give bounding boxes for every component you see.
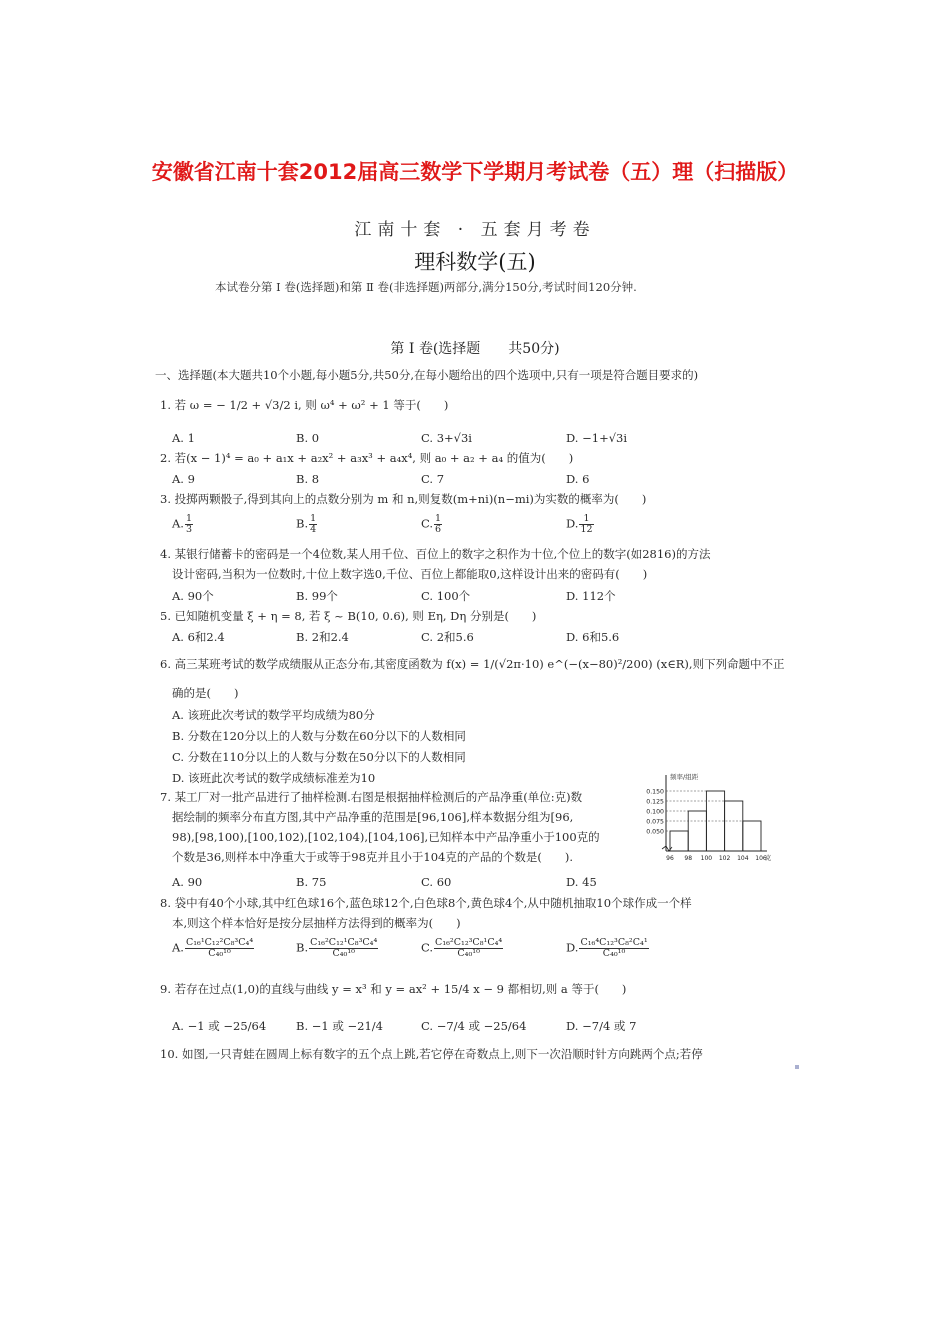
series-title: 江南十套 · 五套月考卷 [354, 220, 596, 240]
x-tick-label: 100 [700, 855, 713, 862]
q6-stem-line1: 6. 高三某班考试的数学成绩服从正态分布,其密度函数为 f(x) = 1/(√2π·10) e^(−(x−80)²/200) (x∈R),则下列命题中不正 [160, 657, 785, 671]
q7-stem-line4: 个数是36,则样本中净重大于或等于98克并且小于104克的产品的个数是( ). [172, 850, 573, 864]
q6-option-d: D. 该班此次考试的数学成绩标准差为10 [172, 771, 376, 785]
histogram-bar [725, 801, 743, 851]
q6-stem-line2: 确的是( ) [172, 686, 239, 700]
q1-option-d: D. −1+√3i [566, 431, 628, 445]
frequency-histogram [630, 773, 770, 865]
q3-option-a: A. $\frac{1}{3}$ [172, 513, 193, 535]
q4-stem-line2: 设计密码,当积为一位数时,十位上数字选0,千位、百位上都能取0,这样设计出来的密码有( ) [172, 567, 648, 581]
histogram-bar [670, 831, 688, 851]
y-axis-label: 频率/组距 [670, 773, 699, 781]
q2-stem: 2. 若(x − 1)⁴ = a₀ + a₁x + a₂x² + a₃x³ + a₄x⁴, 则 a₀ + a₂ + a₄ 的值为( ) [160, 451, 574, 465]
y-tick-label: 0.100 [646, 808, 664, 816]
q9-option-d: D. −7/4 或 7 [566, 1019, 637, 1033]
q8-option-d: D. $\frac{\text{C₁₆⁴C₁₂³C₈²C₄¹}}{\text{C₄₀¹⁰}}$ [566, 937, 648, 959]
q3-option-b: B. $\frac{1}{4}$ [296, 513, 317, 535]
section-heading: 一、选择题(本大题共10个小题,每小题5分,共50分,在每小题给出的四个选项中,只有一项是符合题目要求的) [155, 368, 699, 382]
subject-title: 理科数学(五) [414, 250, 536, 274]
y-tick-label: 0.050 [646, 828, 664, 836]
axis-break [662, 846, 672, 851]
q7-stem-line1: 7. 某工厂对一批产品进行了抽样检测.右图是根据抽样检测后的产品净重(单位:克)数 [160, 790, 583, 804]
q9-stem: 9. 若存在过点(1,0)的直线与曲线 y = x³ 和 y = ax² + 15/4 x − 9 都相切,则 a 等于( ) [160, 982, 627, 996]
y-tick-label: 0.150 [646, 788, 664, 796]
q5-option-c: C. 2和5.6 [421, 630, 474, 644]
q7-stem-line2: 据绘制的频率分布直方图,其中产品净重的范围是[96,106],样本数据分组为[96, [172, 810, 574, 824]
histogram-bar [743, 821, 761, 851]
q4-option-b: B. 99个 [296, 589, 338, 603]
document-title: 安徽省江南十套2012届高三数学下学期月考试卷（五）理（扫描版） [151, 160, 799, 184]
q7-option-c: C. 60 [421, 875, 452, 889]
x-tick-label: 102 [718, 855, 731, 862]
q2-option-d: D. 6 [566, 472, 590, 486]
q6-option-b: B. 分数在120分以上的人数与分数在60分以下的人数相同 [172, 729, 466, 743]
q5-option-d: D. 6和5.6 [566, 630, 620, 644]
x-tick-label: 98 [684, 855, 693, 862]
exam-intro: 本试卷分第 Ⅰ 卷(选择题)和第 Ⅱ 卷(非选择题)两部分,满分150分,考试时间120分钟. [215, 280, 637, 294]
q9-option-c: C. −7/4 或 −25/64 [421, 1019, 527, 1033]
q2-option-c: C. 7 [421, 472, 445, 486]
q4-option-c: C. 100个 [421, 589, 471, 603]
q9-option-b: B. −1 或 −21/4 [296, 1019, 383, 1033]
q7-option-d: D. 45 [566, 875, 597, 889]
x-tick-label: 96 [666, 855, 674, 862]
q4-stem-line1: 4. 某银行储蓄卡的密码是一个4位数,某人用千位、百位上的数字之积作为十位,个位上的数字(如2816)的方法 [160, 547, 711, 561]
q10-stem-line1: 10. 如图,一只青蛙在圆周上标有数字的五个点上跳,若它停在奇数点上,则下一次沿顺时针方向跳两个点;若停 [160, 1047, 703, 1061]
scan-artifact [795, 1065, 799, 1069]
q8-option-a: A. $\frac{\text{C₁₆¹C₁₂²C₈³C₄⁴}}{\text{C₄₀¹⁰}}$ [172, 937, 254, 959]
q8-stem-line1: 8. 袋中有40个小球,其中红色球16个,蓝色球12个,白色球8个,黄色球4个,从中随机抽取10个球作成一个样 [160, 896, 692, 910]
q2-option-a: A. 9 [172, 472, 195, 486]
q4-option-d: D. 112个 [566, 589, 616, 603]
q7-option-b: B. 75 [296, 875, 327, 889]
q1-option-c: C. 3+√3i [421, 431, 472, 445]
q3-option-d: D. $\frac{1}{12}$ [566, 513, 593, 535]
q6-option-a: A. 该班此次考试的数学平均成绩为80分 [172, 708, 375, 722]
q3-stem: 3. 投掷两颗骰子,得到其向上的点数分别为 m 和 n,则复数(m+ni)(n−mi)为实数的概率为( ) [160, 492, 647, 506]
q6-option-c: C. 分数在110分以上的人数与分数在50分以下的人数相同 [172, 750, 466, 764]
y-tick-label: 0.125 [646, 798, 664, 806]
q9-option-a: A. −1 或 −25/64 [172, 1019, 267, 1033]
q8-stem-line2: 本,则这个样本恰好是按分层抽样方法得到的概率为( ) [172, 916, 461, 930]
q1-option-a: A. 1 [172, 431, 195, 445]
q8-option-c: C. $\frac{\text{C₁₆²C₁₂³C₈¹C₄⁴}}{\text{C₄₀¹⁰}}$ [421, 937, 503, 959]
q4-option-a: A. 90个 [172, 589, 214, 603]
q5-stem: 5. 已知随机变量 ξ + η = 8, 若 ξ ~ B(10, 0.6), 则 Eη, Dη 分别是( ) [160, 609, 537, 623]
histogram-bar [688, 811, 706, 851]
q8-option-b: B. $\frac{\text{C₁₆²C₁₂¹C₈³C₄⁴}}{\text{C₄₀¹⁰}}$ [296, 937, 378, 959]
x-tick-label: 106 [755, 855, 767, 862]
q1-option-b: B. 0 [296, 431, 320, 445]
part-title: 第 Ⅰ 卷(选择题 共50分) [390, 341, 560, 357]
q2-option-b: B. 8 [296, 472, 320, 486]
q5-option-a: A. 6和2.4 [172, 630, 225, 644]
q7-option-a: A. 90 [172, 875, 203, 889]
q5-option-b: B. 2和2.4 [296, 630, 349, 644]
x-axis-label: 克 [765, 855, 772, 862]
q1-stem: 1. 若 ω = − 1/2 + √3/2 i, 则 ω⁴ + ω² + 1 等于( ) [160, 398, 449, 412]
y-tick-label: 0.075 [646, 818, 664, 826]
x-tick-label: 104 [737, 855, 749, 862]
q3-option-c: C. $\frac{1}{6}$ [421, 513, 442, 535]
q7-stem-line3: 98),[98,100),[100,102),[102,104),[104,106],已知样本中产品净重小于100克的 [172, 830, 600, 844]
